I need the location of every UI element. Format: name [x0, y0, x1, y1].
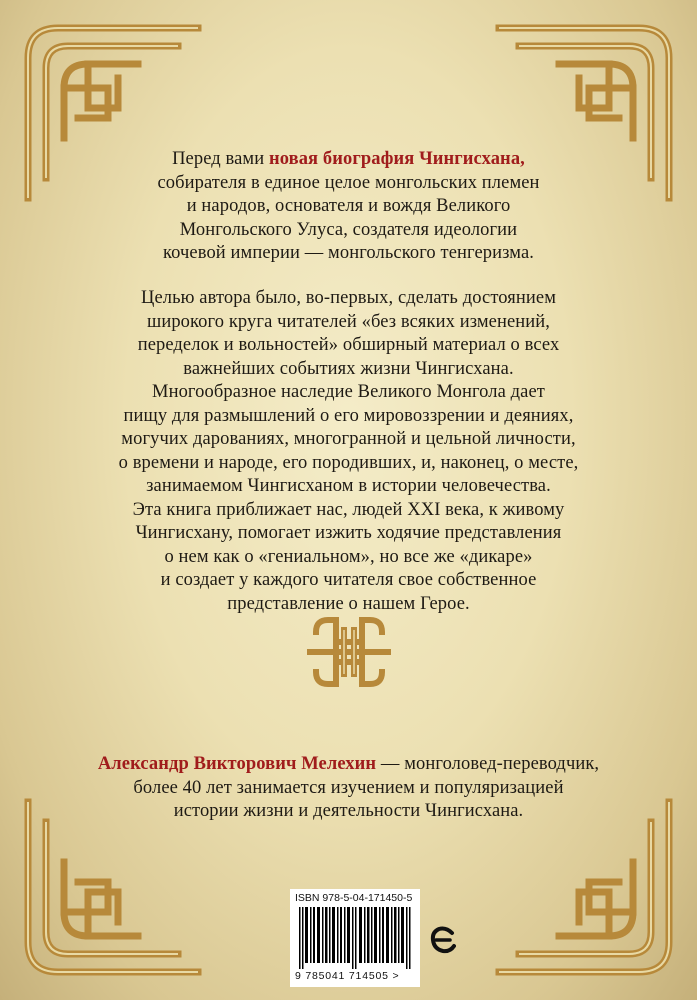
body-line: занимаемом Чингисханом в истории человечества. [146, 476, 551, 496]
body-line: о времени и народе, его породивших, и, наконец, о месте, [118, 452, 579, 473]
barcode-icon [295, 907, 413, 969]
body-line: о нем как о «гениальном», но все же «дикаре» [164, 546, 533, 567]
body-line: пищу для размышлений о его мировоззрении и деяниях, [123, 405, 574, 426]
intro-line: и народов, основателя и вождя Великого [186, 196, 511, 216]
body-line: Многообразное наследие Великого Монгола дает [152, 382, 545, 402]
intro-line: Перед вами новая биография Чингисхана, [172, 149, 525, 169]
eksmo-logo-icon [430, 925, 456, 960]
body-line: Эта книга приближает нас, людей XXI века, к живому [132, 499, 565, 520]
intro-line: собирателя в единое целое монгольских племен [157, 172, 540, 193]
isbn-label: ISBN 978-5-04-171450-5 [295, 892, 413, 904]
author-name: Александр Викторович Мелехин [97, 754, 377, 774]
body-line: Целью автора было, во-первых, сделать достоянием [140, 288, 556, 308]
author-line: более 40 лет занимается изучением и популяризацией [133, 777, 564, 798]
body-line: представление о нашем Герое. [227, 593, 470, 614]
intro-paragraph [60, 148, 637, 266]
barcode-number: 9 785041 714505 > [295, 970, 400, 982]
body-line: и создает у каждого читателя свое собственное [160, 570, 537, 590]
body-line: могучих дарованиях, многогранной и цельной личности, [121, 429, 576, 449]
author-line: истории жизни и деятельности Чингисхана. [173, 801, 524, 821]
isbn-barcode-box [290, 889, 420, 987]
body-line: важнейших событиях жизни Чингисхана. [183, 358, 514, 379]
body-line: Чингисхану, помогает изжить ходячие представления [135, 523, 562, 543]
body-paragraph [60, 287, 637, 616]
intro-line: кочевой империи — монгольского тенгеризма. [163, 243, 534, 263]
intro-accent-title: новая биография Чингисхана, [268, 149, 525, 169]
intro-line: Монгольского Улуса, создателя идеологии [179, 219, 518, 240]
author-line: Александр Викторович Мелехин — монголовед-переводчик, [97, 754, 600, 774]
author-paragraph [60, 753, 637, 824]
mongolian-knot-emblem-icon [306, 612, 392, 697]
body-line: широкого круга читателей «без всяких изменений, [146, 311, 551, 332]
body-line: переделок и вольностей» обширный материал о всех [137, 335, 560, 355]
